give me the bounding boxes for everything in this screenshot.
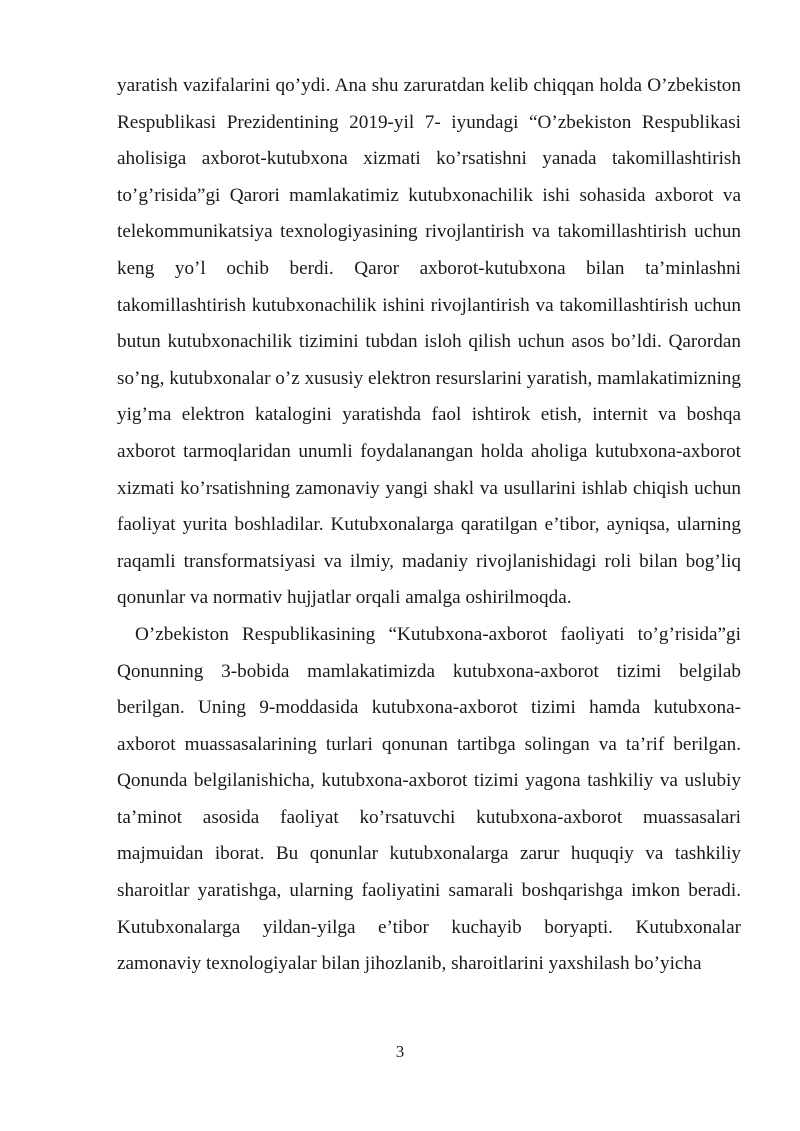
body-text: [117, 68, 741, 983]
paragraph-1: yaratish vazifalarini qo’ydi. Ana shu zaruratdan kelib chiqqan holda O’zbekiston Respublikasi Prezidentining 2019-yil 7- iyundagi “O’zbekiston Respublikasi aholisiga axborot-kutubxona xizmati ko’rsatishni yanada takomillashtirish to’g’risida”gi Qarori mamlakatimiz kutubxonachilik ishi sohasida axborot va telekommunikatsiya texnologiyasining rivojlantirish va takomillashtirish uchun keng yo’l ochib berdi. Qaror axborot-kutubxona bilan ta’minlashni takomillashtirish kutubxonachilik ishini rivojlantirish va takomillashtirish uchun butun kutubxonachilik tizimini tubdan isloh qilish uchun asos bo’ldi. Qarordan so’ng, kutubxonalar o’z xususiy elektron resurslarini yaratish, mamlakatimizning yig’ma elektron katalogini yaratishda faol ishtirok etish, internit va boshqa axborot tarmoqlaridan unumli foydalanangan holda aholiga kutubxona-axborot xizmati ko’rsatishning zamonaviy yangi shakl va usullarini ishlab chiqish uchun faoliyat yurita boshladilar. Kutubxonalarga qaratilgan e’tibor, ayniqsa, ularning raqamli transformatsiyasi va ilmiy, madaniy rivojlanishidagi roli bilan bog’liq qonunlar va normativ hujjatlar orqali amalga oshirilmoqda.: [117, 75, 741, 609]
page-number: 3: [395, 1042, 405, 1061]
paragraph-2: O’zbekiston Respublikasining “Kutubxona-axborot faoliyati to’g’risida”gi Qonunning 3-bobida mamlakatimizda kutubxona-axborot tizimi belgilab berilgan. Uning 9-moddasida kutubxona-axborot tizimi hamda kutubxona-axborot muassasalarining turlari qonunan tartibga solingan va ta’rif berilgan. Qonunda belgilanishicha, kutubxona-axborot tizimi yagona tashkiliy va uslubiy ta’minot asosida faoliyat ko’rsatuvchi kutubxona-axborot muassasalari majmuidan iborat. Bu qonunlar kutubxonalarga zarur huquqiy va tashkiliy sharoitlar yaratishga, ularning faoliyatini samarali boshqarishga imkon beradi. Kutubxonalarga yildan-yilga e’tibor kuchayib boryapti. Kutubxonalar zamonaviy texnologiyalar bilan jihozlanib, sharoitlarini yaxshilash bo’yicha: [117, 623, 741, 975]
